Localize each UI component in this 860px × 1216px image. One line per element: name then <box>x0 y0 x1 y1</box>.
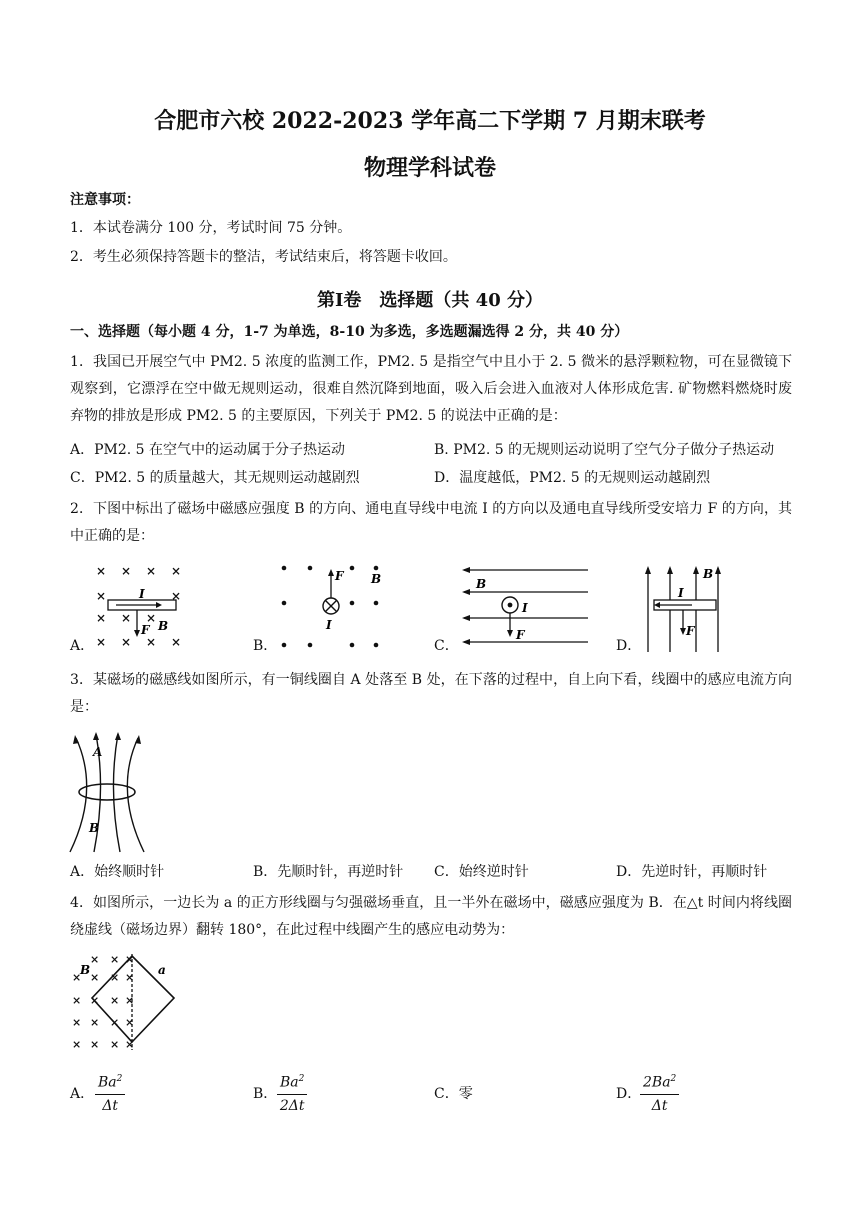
svg-text:×: × <box>110 953 120 966</box>
q3-option-d: D．先逆时针，再顺时针 <box>616 864 768 880</box>
label-i: I <box>326 618 332 632</box>
notice-item: 1．本试卷满分 100 分，考试时间 75 分钟。 <box>70 220 352 236</box>
question-3-stem: 3．某磁场的磁感线如图所示，有一铜线圈自 A 处落至 B 处，在下落的过程中，自上向下看，线圈中的感应电流方向是： <box>70 672 792 715</box>
label-b: B <box>158 619 169 633</box>
svg-text:×: × <box>72 1016 82 1029</box>
part-heading: 一、选择题（每小题 4 分，1-7 为单选，8-10 为多选，多选题漏选得 2 分，共 40 分） <box>70 324 629 340</box>
page-title: 合肥市六校 2022-2023 学年高二下学期 7 月期末联考 <box>154 108 706 134</box>
svg-text:×: × <box>146 564 157 578</box>
q2-option-d: D． <box>616 638 642 654</box>
label-f: F <box>335 569 344 583</box>
svg-text:×: × <box>146 611 157 625</box>
q3-option-b: B．先顺时针，再逆时针 <box>253 864 404 880</box>
svg-text:×: × <box>90 1038 100 1051</box>
q4-option-d: D． <box>616 1086 642 1102</box>
section-title: 第Ⅰ卷 选择题（共 40 分） <box>316 290 543 311</box>
svg-text:×: × <box>121 564 132 578</box>
label-b: B <box>371 572 382 586</box>
svg-text:×: × <box>125 994 135 1007</box>
svg-text:×: × <box>90 1016 100 1029</box>
svg-text:×: × <box>90 994 100 1007</box>
label-a: a <box>158 963 166 977</box>
svg-text:×: × <box>72 994 82 1007</box>
label-b: B <box>89 821 100 835</box>
svg-text:×: × <box>110 1016 120 1029</box>
label-b: B <box>476 577 487 591</box>
q2-figure-a <box>92 562 192 652</box>
label-a: A <box>93 745 103 759</box>
svg-text:×: × <box>125 1016 135 1029</box>
svg-text:×: × <box>96 589 107 603</box>
svg-text:×: × <box>121 635 132 649</box>
svg-text:×: × <box>96 564 107 578</box>
label-b: B <box>80 963 91 977</box>
label-b: B <box>703 567 714 581</box>
question-4-stem: 4．如图所示，一边长为 a 的正方形线圈与匀强磁场垂直，且一半外在磁场中，磁感应强度为 B．在△t 时间内将线圈绕虚线（磁场边界）翻转 180°，在此过程中线圈产生的感应电动势为： <box>70 895 792 938</box>
q4-option-a: A． <box>70 1086 95 1102</box>
q3-field-figure <box>66 730 148 855</box>
svg-text:×: × <box>171 564 182 578</box>
svg-text:×: × <box>146 635 157 649</box>
q1-option-d: D．温度越低，PM2. 5 的无规则运动越剧烈 <box>434 470 711 486</box>
q4-coil-figure <box>70 950 185 1055</box>
svg-text:×: × <box>90 953 100 966</box>
svg-text:×: × <box>125 971 135 984</box>
svg-text:×: × <box>110 1038 120 1051</box>
notice-heading: 注意事项： <box>70 192 140 208</box>
svg-text:×: × <box>171 635 182 649</box>
label-i: I <box>139 587 145 601</box>
q2-option-b: B． <box>253 638 278 654</box>
q2-option-c: C． <box>434 638 459 654</box>
label-i: I <box>678 586 684 600</box>
q3-option-a: A．始终顺时针 <box>70 864 165 880</box>
q2-figure-d <box>640 560 730 655</box>
q1-option-c: C．PM2. 5 的质量越大，其无规则运动越剧烈 <box>70 470 360 486</box>
svg-text:×: × <box>171 589 182 603</box>
q4-option-c: C．零 <box>434 1086 473 1102</box>
q4-answer-d-fraction: $\frac{2Ba^2}{\Delta t}$ <box>640 1070 679 1115</box>
svg-text:×: × <box>110 994 120 1007</box>
svg-text:×: × <box>96 611 107 625</box>
label-i: I <box>522 601 528 615</box>
q2-option-a: A． <box>70 638 95 654</box>
svg-text:×: × <box>72 971 82 984</box>
question-1-stem: 1．我国已开展空气中 PM2. 5 浓度的监测工作，PM2. 5 是指空气中且小于 2. 5 微米的悬浮颗粒物，可在显微镜下观察到，它漂浮在空中做无规则运动，很难自然沉降到地面，吸入后会进入血液对人体形成危害. 矿物燃料燃烧时废弃物的排放是形成 PM2. 5 的主要原因，下列关于 PM2. 5 的说法中正确的是： <box>70 354 792 424</box>
q1-option-a: A．PM2. 5 在空气中的运动属于分子热运动 <box>70 442 346 458</box>
notice-item: 2．考生必须保持答题卡的整洁，考试结束后，将答题卡收回。 <box>70 249 457 265</box>
q4-answer-a-fraction: $\frac{Ba^2}{\Delta t}$ <box>95 1070 125 1115</box>
q4-answer-b-fraction: $\frac{Ba^2}{2\Delta t}$ <box>277 1070 307 1115</box>
svg-text:×: × <box>90 971 100 984</box>
q2-figure-c <box>454 562 594 652</box>
svg-text:×: × <box>125 953 135 966</box>
svg-text:×: × <box>110 971 120 984</box>
question-2-stem: 2．下图中标出了磁场中磁感应强度 B 的方向、通电直导线中电流 I 的方向以及通电直导线所受安培力 F 的方向，其中正确的是： <box>70 501 792 544</box>
svg-text:×: × <box>72 1038 82 1051</box>
svg-text:×: × <box>121 611 132 625</box>
label-f: F <box>141 623 150 637</box>
q1-option-b: B. PM2. 5 的无规则运动说明了空气分子做分子热运动 <box>434 442 775 458</box>
svg-text:×: × <box>125 1038 135 1051</box>
q2-figure-b <box>274 558 384 653</box>
page-subtitle: 物理学科试卷 <box>363 155 496 181</box>
label-f: F <box>516 628 525 642</box>
q3-option-c: C．始终逆时针 <box>434 864 529 880</box>
label-f: F <box>686 624 695 638</box>
q4-option-b: B． <box>253 1086 278 1102</box>
svg-text:×: × <box>96 635 107 649</box>
